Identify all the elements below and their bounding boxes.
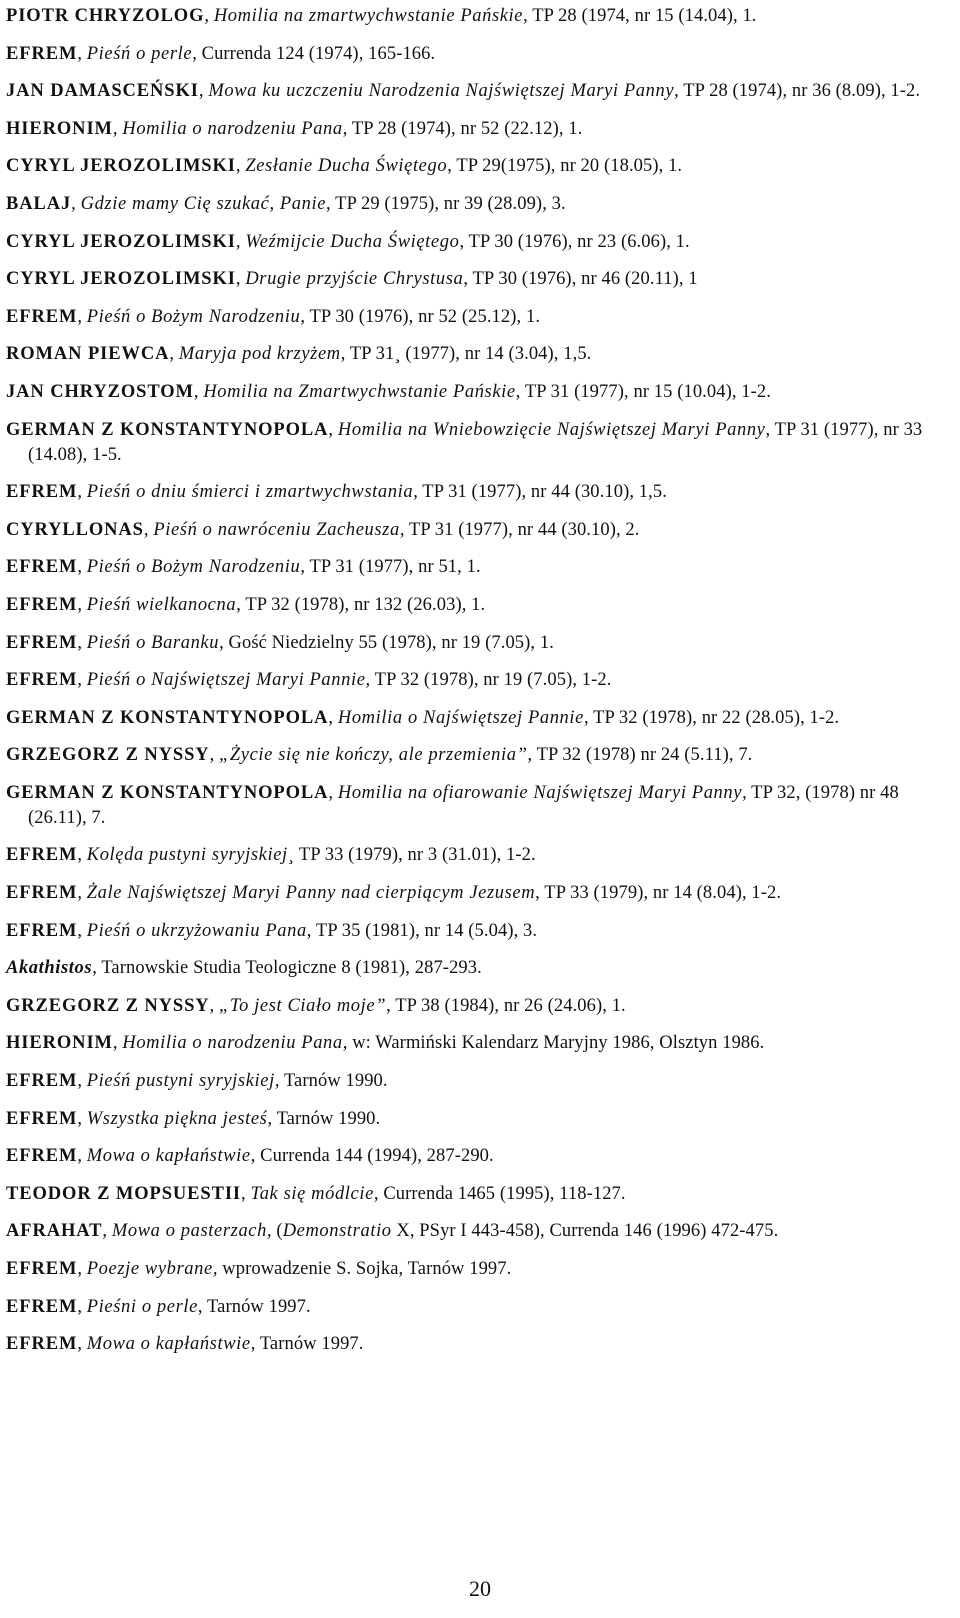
entry-author: GERMAN Z KONSTANTYNOPOLA bbox=[6, 419, 329, 440]
entry-separator: , bbox=[77, 632, 87, 653]
entry-title: Poezje wybrane bbox=[86, 1259, 213, 1279]
entry-separator: , bbox=[77, 1108, 87, 1129]
entry-separator: , bbox=[77, 482, 87, 503]
entry-details: , TP 32 (1978), nr 22 (28.05), 1-2. bbox=[583, 707, 840, 728]
entry-details: , TP 31 (1977), nr 33 (14.08), 1-5. bbox=[28, 419, 923, 465]
entry-title: Weźmijcie Ducha Świętego bbox=[245, 231, 460, 252]
entry-details: , TP 31 (1977), nr 44 (30.10), 1,5. bbox=[413, 482, 667, 503]
entry-author: EFREM bbox=[6, 632, 78, 653]
entry-details: , wprowadzenie S. Sojka, Tarnów 1997. bbox=[212, 1259, 512, 1279]
bibliography-entry bbox=[6, 1295, 954, 1320]
entry-separator: , bbox=[328, 419, 338, 440]
entry-author: EFREM bbox=[6, 670, 78, 691]
entry-separator: , bbox=[143, 519, 154, 540]
bibliography-entry bbox=[6, 1069, 954, 1094]
bibliography-entry bbox=[6, 154, 954, 179]
entry-details: , w: Warmiński Kalendarz Maryjny 1986, Olsztyn 1986. bbox=[342, 1033, 765, 1054]
entry-details: , TP 32 (1978), nr 19 (7.05), 1-2. bbox=[365, 670, 612, 691]
entry-title: Maryja pod krzyżem bbox=[178, 344, 341, 365]
entry-details: , TP 31 (1977), nr 51, 1. bbox=[300, 557, 481, 578]
bibliography-entry bbox=[6, 1107, 954, 1132]
entry-title: Drugie przyjście Chrystusa bbox=[245, 269, 464, 290]
entry-details: TP 33 (1979), nr 3 (31.01), 1-2. bbox=[294, 845, 536, 866]
entry-author: GERMAN Z KONSTANTYNOPOLA bbox=[6, 707, 329, 728]
bibliography-entry bbox=[6, 706, 954, 731]
bibliography-entry bbox=[6, 42, 954, 67]
entry-author: EFREM bbox=[6, 845, 78, 866]
entry-separator: , bbox=[77, 594, 87, 615]
bibliography-entry bbox=[6, 4, 954, 29]
entry-separator: , bbox=[77, 306, 87, 327]
bibliography-entry bbox=[6, 781, 954, 831]
entry-title: Pieśń o perle bbox=[86, 43, 193, 64]
entry-details: , Gość Niedzielny 55 (1978), nr 19 (7.05), 1. bbox=[219, 632, 554, 653]
entry-author: GRZEGORZ Z NYSSY bbox=[6, 995, 210, 1016]
bibliography-entry bbox=[6, 380, 954, 405]
bibliography-entry bbox=[6, 418, 954, 468]
entry-author: EFREM bbox=[6, 1259, 78, 1279]
entry-details: , TP 28 (1974), nr 52 (22.12), 1. bbox=[342, 118, 583, 139]
entry-details: , TP 32, (1978) nr 48 (26.11), 7. bbox=[28, 782, 899, 828]
entry-separator: , bbox=[235, 231, 246, 252]
entry-author: HIERONIM bbox=[6, 1033, 113, 1054]
entry-title: Mowa o kapłaństwie bbox=[86, 1146, 251, 1167]
entry-details: , TP 31 (1977), nr 44 (30.10), 2. bbox=[399, 519, 640, 540]
entry-separator: , bbox=[77, 670, 87, 691]
entry-separator: , bbox=[77, 1259, 87, 1279]
entry-author: CYRYLLONAS bbox=[6, 519, 144, 540]
entry-author: GERMAN Z KONSTANTYNOPOLA bbox=[6, 782, 329, 803]
entry-separator: , bbox=[102, 1221, 112, 1242]
bibliography-entry bbox=[6, 1257, 954, 1282]
entry-author: EFREM bbox=[6, 1071, 78, 1092]
entry-author: EFREM bbox=[6, 1108, 78, 1129]
bibliography-entry bbox=[6, 1219, 954, 1244]
entry-author: GRZEGORZ Z NYSSY bbox=[6, 745, 210, 766]
entry-title: „Życie się nie kończy, ale przemienia” bbox=[219, 745, 528, 766]
bibliography-entry bbox=[6, 305, 954, 330]
entry-separator: , bbox=[328, 707, 338, 728]
entry-separator: , bbox=[77, 43, 87, 64]
entry-details: , TP 35 (1981), nr 14 (5.04), 3. bbox=[306, 920, 538, 941]
entry-separator: , bbox=[198, 81, 209, 102]
entry-title: Pieśń o dniu śmierci i zmartwychwstania bbox=[86, 482, 414, 503]
bibliography-entry bbox=[6, 117, 954, 142]
bibliography-entry bbox=[6, 593, 954, 618]
bibliography-entry bbox=[6, 518, 954, 543]
entry-details: , Currenda 124 (1974), 165-166. bbox=[192, 43, 436, 64]
entry-separator: , bbox=[235, 156, 246, 177]
entry-separator: , bbox=[112, 118, 123, 139]
entry-separator: , bbox=[77, 1146, 87, 1167]
entry-details: , TP 31 (1977), nr 15 (10.04), 1-2. bbox=[515, 381, 771, 402]
entry-details: , TP 29 (1975), nr 39 (28.09), 3. bbox=[326, 193, 566, 214]
entry-separator: , bbox=[209, 995, 220, 1016]
entry-title: Pieśń wielkanocna bbox=[86, 594, 237, 615]
entry-title: Żale Najświętszej Maryi Panny nad cierpiącym Jezusem bbox=[86, 883, 536, 904]
entry-title: Pieśń pustyni syryjskiej bbox=[86, 1071, 275, 1092]
entry-title: Pieśni o perle bbox=[86, 1296, 198, 1317]
entry-author: EFREM bbox=[6, 482, 78, 503]
entry-separator: , bbox=[77, 845, 87, 866]
entry-title: Homilia o narodzeniu Pana bbox=[122, 118, 343, 139]
entry-details: , TP 30 (1976), nr 23 (6.06), 1. bbox=[459, 231, 690, 252]
entry-title: Homilia o Najświętszej Pannie bbox=[337, 707, 584, 728]
entry-details: , TP 30 (1976), nr 46 (20.11), 1 bbox=[463, 269, 698, 290]
entry-title: „To jest Ciało moje” bbox=[219, 995, 387, 1016]
entry-author: CYRYL JEROZOLIMSKI bbox=[6, 231, 236, 252]
bibliography-entry bbox=[6, 192, 954, 217]
entry-separator: , bbox=[241, 1183, 251, 1204]
bibliography-entry bbox=[6, 1182, 954, 1207]
entry-title: Homilia o narodzeniu Pana bbox=[122, 1033, 343, 1054]
bibliography-entry bbox=[6, 956, 954, 981]
entry-separator: , bbox=[77, 1334, 87, 1355]
entry-title: Pieśń o Bożym Narodzeniu bbox=[86, 557, 301, 578]
entry-title: Mowa ku uczczeniu Narodzenia Najświętszej Maryi Panny bbox=[208, 81, 675, 102]
entry-title: Mowa o kapłaństwie bbox=[86, 1334, 251, 1355]
entry-author: JAN CHRYZOSTOM bbox=[6, 381, 194, 402]
entry-details: , Tarnów 1990. bbox=[274, 1071, 388, 1092]
entry-details: , TP 32 (1978), nr 132 (26.03), 1. bbox=[236, 594, 486, 615]
bibliography-entry bbox=[6, 919, 954, 944]
entry-details-secondary: X, PSyr I 443-458), Currenda 146 (1996) 472-475. bbox=[391, 1221, 779, 1242]
entry-details: , TP 33 (1979), nr 14 (8.04), 1-2. bbox=[535, 883, 782, 904]
entry-title: Pieśń o Bożym Narodzeniu bbox=[86, 306, 301, 327]
entry-author: CYRYL JEROZOLIMSKI bbox=[6, 269, 236, 290]
entry-author: EFREM bbox=[6, 1296, 78, 1317]
entry-details: , Currenda 144 (1994), 287-290. bbox=[250, 1146, 494, 1167]
entry-details: , TP 31¸ (1977), nr 14 (3.04), 1,5. bbox=[340, 344, 592, 365]
entry-details: , ( bbox=[266, 1221, 283, 1242]
bibliography-entry bbox=[6, 1144, 954, 1169]
bibliography-entry bbox=[6, 555, 954, 580]
bibliography-entry bbox=[6, 631, 954, 656]
entry-title-secondary: Demonstratio bbox=[282, 1221, 392, 1242]
entry-details: , Tarnów 1997. bbox=[250, 1334, 364, 1355]
entry-separator: , bbox=[77, 883, 87, 904]
entry-details: , TP 30 (1976), nr 52 (25.12), 1. bbox=[300, 306, 541, 327]
entry-author: TEODOR Z MOPSUESTII bbox=[6, 1183, 242, 1204]
entry-separator: , bbox=[193, 381, 204, 402]
entry-author: PIOTR CHRYZOLOG bbox=[6, 6, 205, 26]
entry-author: EFREM bbox=[6, 1146, 78, 1167]
bibliography-entry bbox=[6, 267, 954, 292]
entry-author: BALAJ bbox=[6, 193, 72, 214]
entry-separator: , bbox=[77, 1071, 87, 1092]
entry-separator: , bbox=[169, 344, 179, 365]
entry-title: Pieśń o nawróceniu Zacheusza bbox=[153, 519, 400, 540]
entry-details: , TP 28 (1974, nr 15 (14.04), 1. bbox=[523, 6, 757, 26]
bibliography-entry bbox=[6, 668, 954, 693]
entry-title: Mowa o pasterzach bbox=[111, 1221, 267, 1242]
page-number: 20 bbox=[469, 1576, 491, 1601]
bibliography-entry bbox=[6, 79, 954, 104]
entry-title: Homilia na Wniebowzięcie Najświętszej Maryi Panny bbox=[337, 419, 766, 440]
entry-author: EFREM bbox=[6, 43, 78, 64]
entry-details: , TP 32 (1978) nr 24 (5.11), 7. bbox=[527, 745, 753, 766]
entry-details: , TP 29(1975), nr 20 (18.05), 1. bbox=[447, 156, 683, 177]
entry-title: Gdzie mamy Cię szukać, Panie bbox=[80, 193, 327, 214]
entry-details: , Currenda 1465 (1995), 118-127. bbox=[373, 1183, 626, 1204]
entry-details: , Tarnów 1990. bbox=[267, 1108, 381, 1129]
entry-separator: , bbox=[77, 1296, 87, 1317]
bibliography-entry bbox=[6, 881, 954, 906]
entry-details: , Tarnów 1997. bbox=[197, 1296, 311, 1317]
entry-title: Pieśń o Baranku bbox=[86, 632, 220, 653]
entry-title: Homilia na zmartwychwstanie Pańskie bbox=[213, 6, 524, 26]
entry-title: Wszystka piękna jesteś bbox=[86, 1108, 268, 1129]
bibliography-entry bbox=[6, 843, 954, 868]
entry-separator: , bbox=[77, 920, 87, 941]
entry-author: EFREM bbox=[6, 594, 78, 615]
entry-details: , TP 38 (1984), nr 26 (24.06), 1. bbox=[386, 995, 626, 1016]
bibliography-entry bbox=[6, 994, 954, 1019]
bibliography-entry bbox=[6, 1332, 954, 1357]
bibliography-entry bbox=[6, 1031, 954, 1056]
bibliography-entry bbox=[6, 342, 954, 367]
entry-title: Pieśń o ukrzyżowaniu Pana bbox=[86, 920, 307, 941]
entry-details: , TP 28 (1974), nr 36 (8.09), 1-2. bbox=[674, 81, 921, 102]
entry-author: EFREM bbox=[6, 883, 78, 904]
entry-author: EFREM bbox=[6, 920, 78, 941]
entry-title: Tak się módlcie bbox=[250, 1183, 374, 1204]
entry-author: JAN DAMASCEŃSKI bbox=[6, 81, 199, 102]
entry-separator: , bbox=[209, 745, 220, 766]
bibliography-entry bbox=[6, 230, 954, 255]
entry-separator: , bbox=[328, 782, 338, 803]
entry-separator: , bbox=[235, 269, 246, 290]
bibliography-list bbox=[6, 4, 954, 1370]
entry-author: EFREM bbox=[6, 557, 78, 578]
entry-author: EFREM bbox=[6, 306, 78, 327]
entry-author: CYRYL JEROZOLIMSKI bbox=[6, 156, 236, 177]
entry-title: Kolęda pustyni syryjskiej¸ bbox=[86, 845, 295, 866]
entry-author: AFRAHAT bbox=[6, 1221, 103, 1242]
entry-title: Pieśń o Najświętszej Maryi Pannie bbox=[86, 670, 366, 691]
entry-author: EFREM bbox=[6, 1334, 78, 1355]
entry-title: Akathistos bbox=[6, 958, 93, 979]
entry-author: HIERONIM bbox=[6, 118, 113, 139]
bibliography-entry bbox=[6, 743, 954, 768]
entry-title: Homilia na Zmartwychwstanie Pańskie bbox=[203, 381, 516, 402]
entry-separator: , bbox=[77, 557, 87, 578]
entry-title: Homilia na ofiarowanie Najświętszej Maryi Panny bbox=[337, 782, 743, 803]
entry-details: , Tarnowskie Studia Teologiczne 8 (1981), 287-293. bbox=[92, 958, 482, 979]
bibliography-entry bbox=[6, 480, 954, 505]
entry-author: ROMAN PIEWCA bbox=[6, 344, 170, 365]
entry-title: Zesłanie Ducha Świętego bbox=[245, 156, 448, 177]
entry-separator: , bbox=[112, 1033, 123, 1054]
entry-separator: , bbox=[71, 193, 81, 214]
entry-separator: , bbox=[204, 6, 214, 26]
